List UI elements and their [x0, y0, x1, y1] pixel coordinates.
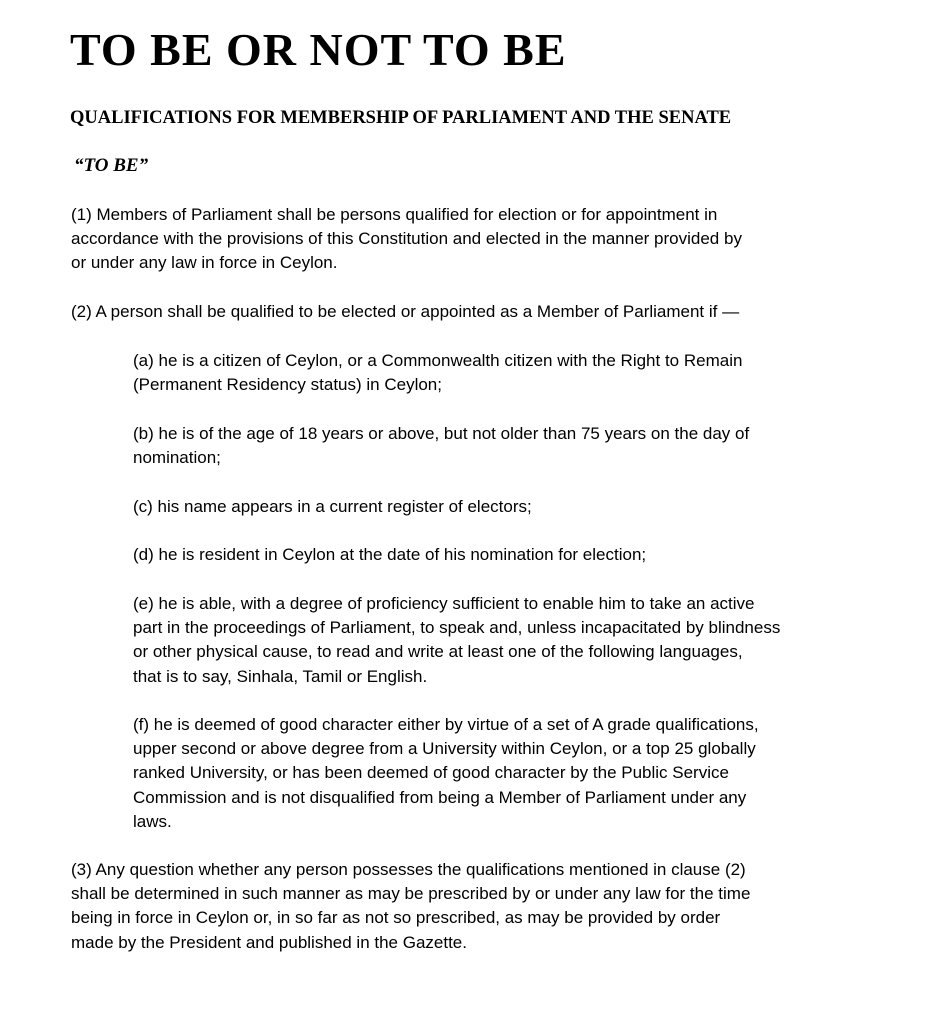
clause-1: (1) Members of Parliament shall be persons qualified for election or for appointment in accordance with the provisions of this Constitution and elected in the manner provided by or under any law in force in Ceylon. [71, 205, 742, 273]
sub-clause-d: (d) he is resident in Ceylon at the date of his nomination for election; [133, 545, 647, 564]
document-subtitle: QUALIFICATIONS FOR MEMBERSHIP OF PARLIAMENT AND THE SENATE [70, 108, 732, 128]
section-label-to-be: “TO BE” [74, 155, 149, 176]
clause-3: (3) Any question whether any person possesses the qualifications mentioned in clause (2) shall be determined in such manner as may be prescribed by or under any law for the time being in force in Ceylon or, in so far as not so prescribed, as may be provided by order made by the President and published in the Gazette. [71, 860, 751, 952]
sub-clause-a: (a) he is a citizen of Ceylon, or a Commonwealth citizen with the Right to Remain (Permanent Residency status) in Ceylon; [133, 351, 743, 395]
sub-clause-e: (e) he is able, with a degree of proficiency sufficient to enable him to take an active part in the proceedings of Parliament, to speak and, unless incapacitated by blindness or other physical cause, to read and write at least one of the following languages, that is to say, Sinhala, Tamil or English. [133, 594, 781, 686]
sub-clause-f: (f) he is deemed of good character either by virtue of a set of A grade qualifications, upper second or above degree from a University within Ceylon, or a top 25 globally ranked University, or has been deemed of good character by the Public Service Commission and is not disqualified from being a Member of Parliament under any laws. [133, 715, 759, 831]
sub-clause-b: (b) he is of the age of 18 years or above, but not older than 75 years on the day of nomination; [133, 424, 750, 468]
document-title: TO BE OR NOT TO BE [70, 24, 567, 75]
clause-2: (2) A person shall be qualified to be elected or appointed as a Member of Parliament if — [71, 302, 740, 321]
sub-clause-c: (c) his name appears in a current register of electors; [133, 497, 532, 516]
